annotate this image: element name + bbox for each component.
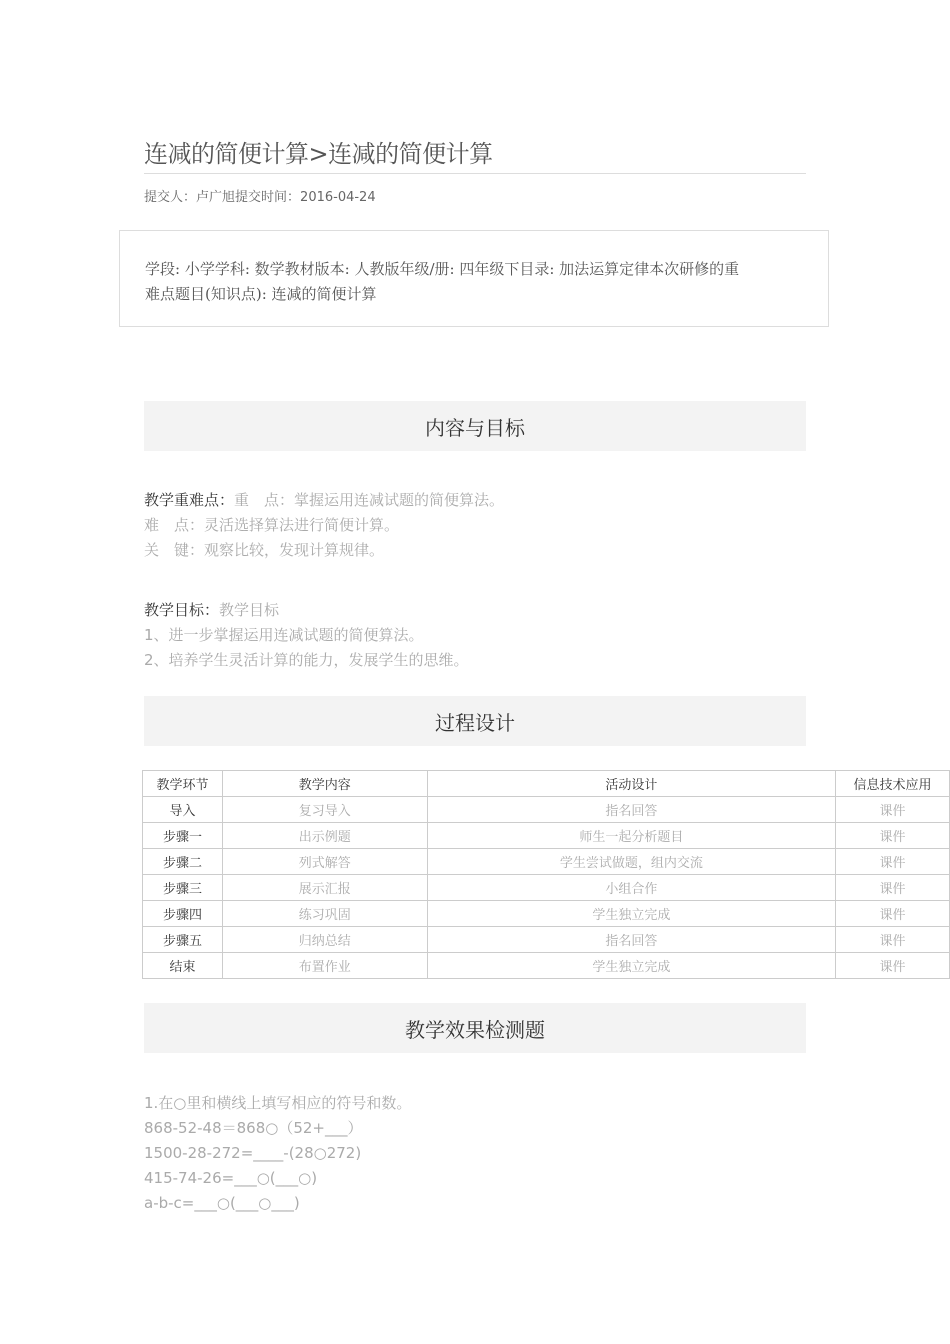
key-point-focus: 重 点：掌握运用连减试题的简便算法。: [234, 491, 505, 509]
column-header: 活动设计: [427, 771, 835, 797]
table-row: [143, 823, 950, 849]
table-row: [143, 797, 950, 823]
course-info-box: [119, 230, 829, 327]
submitter-name: 卢广旭: [196, 190, 236, 205]
table-row: [143, 953, 950, 979]
table-row: [143, 901, 950, 927]
question-line: a-b-c=___○(___○___): [144, 1194, 300, 1212]
key-point-difficulty: 难 点：灵活选择算法进行简便计算。: [144, 516, 400, 534]
table-cell: 学生独立完成: [427, 901, 835, 927]
table-cell: 步骤一: [143, 823, 223, 849]
section-heading-process: 过程设计: [144, 696, 806, 746]
question-line: 868-52-48＝868○（52+___）: [144, 1119, 363, 1137]
table-cell: 归纳总结: [222, 927, 427, 953]
table-cell: 导入: [143, 797, 223, 823]
table-header-row: [143, 771, 950, 797]
table-cell: 指名回答: [427, 797, 835, 823]
table-cell: 展示汇报: [222, 875, 427, 901]
section-heading-content-goal: 内容与目标: [144, 401, 806, 451]
goal-item: 1、进一步掌握运用连减试题的简便算法。: [144, 626, 424, 644]
table-cell: 学生独立完成: [427, 953, 835, 979]
table-cell: 小组合作: [427, 875, 835, 901]
goals-title: 教学目标: [219, 601, 280, 619]
table-cell: 列式解答: [222, 849, 427, 875]
table-cell: 步骤五: [143, 927, 223, 953]
table-cell: 指名回答: [427, 927, 835, 953]
process-table: [142, 770, 950, 979]
submit-time-label: 提交时间：: [235, 190, 301, 205]
teaching-goals: [144, 598, 469, 673]
table-cell: 课件: [836, 901, 950, 927]
column-header: 教学内容: [222, 771, 427, 797]
key-points: [144, 488, 504, 563]
course-info-line: 难点题目(知识点): 连减的简便计算: [145, 285, 377, 303]
question-line: 1500-28-272=____-(28○272): [144, 1144, 362, 1162]
table-cell: 课件: [836, 849, 950, 875]
table-row: [143, 849, 950, 875]
table-cell: 复习导入: [222, 797, 427, 823]
table-cell: 课件: [836, 823, 950, 849]
goals-label: 教学目标：: [144, 601, 220, 619]
table-row: [143, 927, 950, 953]
submitter-label: 提交人：: [144, 190, 197, 205]
key-point-key: 关 键：观察比较，发现计算规律。: [144, 541, 385, 559]
table-cell: 出示例题: [222, 823, 427, 849]
question-text: 1.在○里和横线上填写相应的符号和数。: [144, 1094, 412, 1112]
table-cell: 课件: [836, 797, 950, 823]
key-points-label: 教学重难点：: [144, 491, 235, 509]
section-heading-test: 教学效果检测题: [144, 1003, 806, 1053]
table-row: [143, 875, 950, 901]
page-title: 连减的简便计算>连减的简便计算: [144, 140, 493, 168]
course-info-line: 学段: 小学学科: 数学教材版本: 人教版年级/册: 四年级下目录: 加法运算定律本次研修的重: [145, 260, 740, 278]
table-cell: 结束: [143, 953, 223, 979]
goal-item: 2、培养学生灵活计算的能力，发展学生的思维。: [144, 651, 469, 669]
table-cell: 课件: [836, 875, 950, 901]
submit-time: 2016-04-24: [300, 190, 376, 205]
table-cell: 布置作业: [222, 953, 427, 979]
submission-meta: [144, 186, 376, 205]
table-cell: 学生尝试做题，组内交流: [427, 849, 835, 875]
title-divider: [144, 173, 806, 174]
table-cell: 练习巩固: [222, 901, 427, 927]
table-cell: 步骤四: [143, 901, 223, 927]
question-line: 415-74-26=___○(___○): [144, 1169, 318, 1187]
test-questions: [144, 1091, 411, 1216]
table-cell: 步骤三: [143, 875, 223, 901]
table-cell: 步骤二: [143, 849, 223, 875]
table-cell: 师生一起分析题目: [427, 823, 835, 849]
column-header: 教学环节: [143, 771, 223, 797]
table-cell: 课件: [836, 927, 950, 953]
column-header: 信息技术应用: [836, 771, 950, 797]
table-cell: 课件: [836, 953, 950, 979]
